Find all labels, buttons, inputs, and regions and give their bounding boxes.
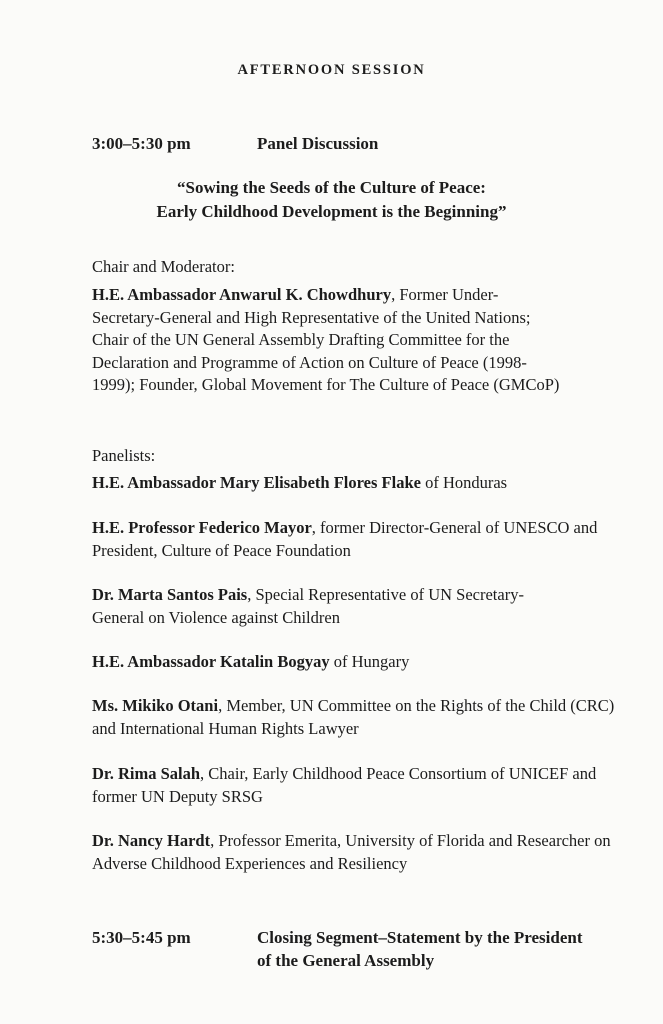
panelists-label: Panelists: bbox=[92, 446, 156, 465]
panelist-description: of Honduras bbox=[420, 473, 508, 492]
panelist-name: Dr. Rima Salah bbox=[92, 764, 201, 783]
panelist-entry bbox=[92, 830, 640, 875]
panel-event-title: Panel Discussion bbox=[257, 134, 379, 153]
panel-theme-quote bbox=[0, 176, 663, 224]
quote-line-2: Early Childhood Development is the Beginning” bbox=[156, 202, 507, 221]
panelist-name: Ms. Mikiko Otani bbox=[92, 696, 219, 715]
panelist-entry bbox=[92, 472, 640, 495]
chair-description: , Former Under-Secretary-General and High Representative of the United Nations; Chair of the UN General Assembly Drafting Committee for the Declaration and Programme of Action on Culture of Peace (1998-1999); Founder, Global Movement for The Culture of Peace (GMCoP) bbox=[92, 285, 560, 394]
panelist-entry bbox=[92, 517, 620, 562]
panelist-description: , Professor Emerita, University of Florida and Researcher on Adverse Childhood Experiences and Resiliency bbox=[92, 831, 611, 873]
panelist-name: Dr. Marta Santos Pais bbox=[92, 585, 248, 604]
panel-time: 3:00–5:30 pm bbox=[92, 134, 191, 153]
session-heading: AFTERNOON SESSION bbox=[237, 62, 426, 78]
panelist-name: Dr. Nancy Hardt bbox=[92, 831, 211, 850]
panelist-description: , former Director-General of UNESCO and President, Culture of Peace Foundation bbox=[92, 518, 598, 560]
closing-event-title: Closing Segment–Statement by the President of the General Assembly bbox=[257, 928, 583, 970]
panelist-description: , Special Representative of UN Secretary-General on Violence against Children bbox=[92, 585, 524, 627]
panelist-name: H.E. Ambassador Mary Elisabeth Flores Flake bbox=[92, 473, 421, 492]
panelist-name: H.E. Professor Federico Mayor bbox=[92, 518, 312, 537]
panelist-entry bbox=[92, 763, 612, 808]
panelist-entry bbox=[92, 695, 640, 740]
panelist-description: , Member, UN Committee on the Rights of the Child (CRC) and International Human Rights Lawyer bbox=[92, 696, 615, 738]
panelist-description: of Hungary bbox=[329, 652, 410, 671]
panelist-entry bbox=[92, 584, 562, 629]
chair-label: Chair and Moderator: bbox=[92, 257, 235, 276]
panelist-entry bbox=[92, 651, 640, 674]
chair-entry bbox=[92, 284, 562, 397]
quote-line-1: “Sowing the Seeds of the Culture of Peace: bbox=[177, 178, 486, 197]
closing-time: 5:30–5:45 pm bbox=[92, 928, 191, 947]
chair-name: H.E. Ambassador Anwarul K. Chowdhury bbox=[92, 285, 392, 304]
panelist-description: , Chair, Early Childhood Peace Consortium of UNICEF and former UN Deputy SRSG bbox=[92, 764, 597, 806]
panelist-name: H.E. Ambassador Katalin Bogyay bbox=[92, 652, 330, 671]
